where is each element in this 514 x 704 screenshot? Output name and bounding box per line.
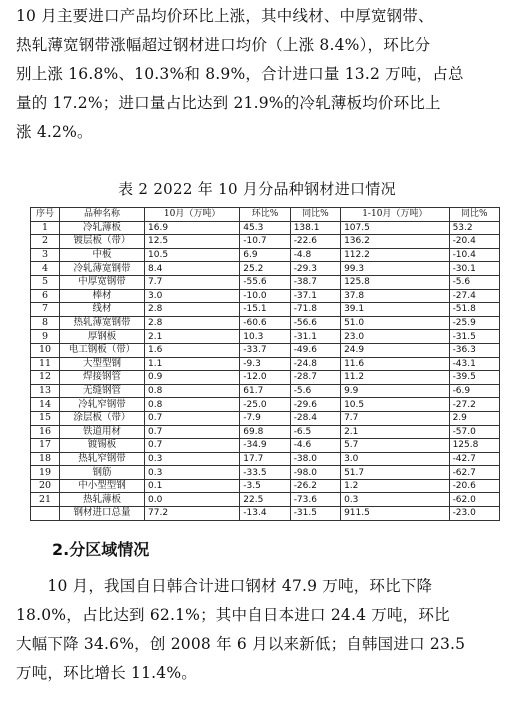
table-cell: -37.1 bbox=[290, 289, 340, 303]
table-cell: -10.7 bbox=[240, 235, 290, 249]
paragraph-regional-analysis bbox=[0, 572, 514, 688]
table-cell: 16 bbox=[31, 425, 60, 439]
table-cell: -29.3 bbox=[290, 262, 340, 276]
table-row bbox=[31, 275, 500, 289]
table-cell: 125.8 bbox=[341, 275, 449, 289]
table-row bbox=[31, 479, 500, 493]
table-cell: 136.2 bbox=[341, 235, 449, 249]
paragraph-line: 18.0%，占比达到 62.1%；其中自日本进口 24.4 万吨，环比 bbox=[16, 606, 450, 624]
table-cell: -57.0 bbox=[449, 425, 499, 439]
table-cell: -25.0 bbox=[240, 398, 290, 412]
table-cell: 20 bbox=[31, 479, 60, 493]
paragraph-line: 量的 17.2%；进口量占比达到 21.9%的冷轧薄板均价环比上 bbox=[16, 94, 441, 112]
table-cell: 钢材进口总量 bbox=[60, 507, 145, 521]
table-cell: 77.2 bbox=[145, 507, 240, 521]
table-row bbox=[31, 235, 500, 249]
table-cell: 0.3 bbox=[341, 493, 449, 507]
table-cell: 14 bbox=[31, 398, 60, 412]
table-cell: 涂层板（带） bbox=[60, 411, 145, 425]
table-cell: 7.7 bbox=[341, 411, 449, 425]
table-cell: 13 bbox=[31, 384, 60, 398]
table-cell: 18 bbox=[31, 452, 60, 466]
table-cell: 2 bbox=[31, 235, 60, 249]
table-cell: 10.3 bbox=[240, 330, 290, 344]
table-cell: 厚钢板 bbox=[60, 330, 145, 344]
table-row bbox=[31, 289, 500, 303]
table-cell: -36.3 bbox=[449, 343, 499, 357]
table-cell: 1.1 bbox=[145, 357, 240, 371]
table-cell: -3.5 bbox=[240, 479, 290, 493]
table-row bbox=[31, 248, 500, 262]
table-cell: 1.2 bbox=[341, 479, 449, 493]
table-row bbox=[31, 384, 500, 398]
table-cell: 51.7 bbox=[341, 466, 449, 480]
table-cell: -27.2 bbox=[449, 398, 499, 412]
column-header: 1-10月（万吨） bbox=[341, 208, 449, 222]
table-cell: -55.6 bbox=[240, 275, 290, 289]
table-cell: 2.8 bbox=[145, 316, 240, 330]
table-cell: 0.1 bbox=[145, 479, 240, 493]
table-cell: 99.3 bbox=[341, 262, 449, 276]
table-cell: -20.6 bbox=[449, 479, 499, 493]
table-row bbox=[31, 411, 500, 425]
table-cell: 138.1 bbox=[290, 221, 340, 235]
table-cell: 8.4 bbox=[145, 262, 240, 276]
table-cell: 11.6 bbox=[341, 357, 449, 371]
section-heading: 2.分区域情况 bbox=[52, 540, 150, 559]
table-row bbox=[31, 330, 500, 344]
table-cell: 中板 bbox=[60, 248, 145, 262]
table-cell: 12.5 bbox=[145, 235, 240, 249]
table-cell: 16.9 bbox=[145, 221, 240, 235]
table-cell: 1 bbox=[31, 221, 60, 235]
table-cell: -25.9 bbox=[449, 316, 499, 330]
table-cell: 69.8 bbox=[240, 425, 290, 439]
table-cell: 10.5 bbox=[145, 248, 240, 262]
table-cell: -20.4 bbox=[449, 235, 499, 249]
table-row bbox=[31, 316, 500, 330]
table-row bbox=[31, 343, 500, 357]
table-cell: 4 bbox=[31, 262, 60, 276]
table-cell: -27.4 bbox=[449, 289, 499, 303]
column-header: 品种名称 bbox=[60, 208, 145, 222]
table-cell: 45.3 bbox=[240, 221, 290, 235]
column-header: 环比% bbox=[240, 208, 290, 222]
table-cell: -34.9 bbox=[240, 439, 290, 453]
table-row bbox=[31, 262, 500, 276]
paragraph-line: 10 月，我国自日韩合计进口钢材 47.9 万吨，环比下降 bbox=[16, 577, 433, 595]
table-cell: 镀锡板 bbox=[60, 439, 145, 453]
table-cell: -28.4 bbox=[290, 411, 340, 425]
table-cell: 钢筋 bbox=[60, 466, 145, 480]
table-cell: -28.7 bbox=[290, 371, 340, 385]
table-cell: 电工钢板（带） bbox=[60, 343, 145, 357]
table-cell: 10.5 bbox=[341, 398, 449, 412]
paragraph-line: 热轧薄宽钢带涨幅超过钢材进口均价（上涨 8.4%），环比分 bbox=[16, 36, 431, 54]
table-cell: -60.6 bbox=[240, 316, 290, 330]
table-cell: -73.6 bbox=[290, 493, 340, 507]
table-cell: 7 bbox=[31, 303, 60, 317]
table-cell: 3 bbox=[31, 248, 60, 262]
table-cell: 热轧窄钢带 bbox=[60, 452, 145, 466]
table-cell: -33.7 bbox=[240, 343, 290, 357]
table-cell: -6.9 bbox=[449, 384, 499, 398]
table-header-row bbox=[31, 208, 500, 222]
table-cell: 911.5 bbox=[341, 507, 449, 521]
table-cell: -31.5 bbox=[290, 507, 340, 521]
table-cell: 9 bbox=[31, 330, 60, 344]
table-cell: 5 bbox=[31, 275, 60, 289]
table-cell: 热轧薄宽钢带 bbox=[60, 316, 145, 330]
table-cell: 大型型钢 bbox=[60, 357, 145, 371]
table-cell: 铁道用材 bbox=[60, 425, 145, 439]
table-cell: -62.0 bbox=[449, 493, 499, 507]
table-cell: 线材 bbox=[60, 303, 145, 317]
table-cell: -38.7 bbox=[290, 275, 340, 289]
column-header: 同比% bbox=[290, 208, 340, 222]
table-cell: -15.1 bbox=[240, 303, 290, 317]
table-cell: 12 bbox=[31, 371, 60, 385]
table-row bbox=[31, 439, 500, 453]
table-cell: 0.7 bbox=[145, 411, 240, 425]
table-cell: -4.8 bbox=[290, 248, 340, 262]
table-cell: 1.6 bbox=[145, 343, 240, 357]
table-cell: 焊接钢管 bbox=[60, 371, 145, 385]
table-cell: -30.1 bbox=[449, 262, 499, 276]
table-cell: -5.6 bbox=[290, 384, 340, 398]
column-header: 序号 bbox=[31, 208, 60, 222]
table-cell: 23.0 bbox=[341, 330, 449, 344]
table-cell: 2.8 bbox=[145, 303, 240, 317]
table-cell: -38.0 bbox=[290, 452, 340, 466]
table-cell: -62.7 bbox=[449, 466, 499, 480]
table-cell: 15 bbox=[31, 411, 60, 425]
table-cell: -22.6 bbox=[290, 235, 340, 249]
table-cell: 0.8 bbox=[145, 398, 240, 412]
table-cell: 热轧薄板 bbox=[60, 493, 145, 507]
steel-import-table bbox=[30, 207, 500, 521]
table-cell: 6.9 bbox=[240, 248, 290, 262]
table-cell: 25.2 bbox=[240, 262, 290, 276]
table-cell: -42.7 bbox=[449, 452, 499, 466]
table-cell: -10.4 bbox=[449, 248, 499, 262]
table-cell: 61.7 bbox=[240, 384, 290, 398]
table-cell: -56.6 bbox=[290, 316, 340, 330]
table-cell: -4.6 bbox=[290, 439, 340, 453]
table-row bbox=[31, 371, 500, 385]
table-row bbox=[31, 398, 500, 412]
table-cell: -9.3 bbox=[240, 357, 290, 371]
table-cell: 6 bbox=[31, 289, 60, 303]
table-cell: -31.5 bbox=[449, 330, 499, 344]
table-cell: 17 bbox=[31, 439, 60, 453]
table-row bbox=[31, 466, 500, 480]
paragraph-price-analysis bbox=[0, 2, 514, 147]
table-cell: 0.7 bbox=[145, 425, 240, 439]
table-row bbox=[31, 357, 500, 371]
table-cell: 51.0 bbox=[341, 316, 449, 330]
table-cell: -24.8 bbox=[290, 357, 340, 371]
table-cell: 5.7 bbox=[341, 439, 449, 453]
table-cell: 中小型型钢 bbox=[60, 479, 145, 493]
table-cell: 39.1 bbox=[341, 303, 449, 317]
table-cell: 0.0 bbox=[145, 493, 240, 507]
column-header: 同比% bbox=[449, 208, 499, 222]
table-cell: 镀层板（带） bbox=[60, 235, 145, 249]
table-cell: 10 bbox=[31, 343, 60, 357]
table-row bbox=[31, 493, 500, 507]
table-cell: 3.0 bbox=[341, 452, 449, 466]
table-row bbox=[31, 303, 500, 317]
table-cell: 22.5 bbox=[240, 493, 290, 507]
paragraph-line: 万吨，环比增长 11.4%。 bbox=[16, 664, 197, 682]
table-cell bbox=[31, 507, 60, 521]
table-cell: 8 bbox=[31, 316, 60, 330]
table-cell: -5.6 bbox=[449, 275, 499, 289]
table-cell: 0.8 bbox=[145, 384, 240, 398]
table-cell: -71.8 bbox=[290, 303, 340, 317]
paragraph-line: 10 月主要进口产品均价环比上涨，其中线材、中厚宽钢带、 bbox=[16, 7, 434, 25]
table-cell: 7.7 bbox=[145, 275, 240, 289]
table-cell: 冷轧薄宽钢带 bbox=[60, 262, 145, 276]
table-cell: 0.3 bbox=[145, 466, 240, 480]
table-cell: -33.5 bbox=[240, 466, 290, 480]
table-cell: -6.5 bbox=[290, 425, 340, 439]
table-cell: 37.8 bbox=[341, 289, 449, 303]
table-cell: -12.0 bbox=[240, 371, 290, 385]
table-cell: 无缝钢管 bbox=[60, 384, 145, 398]
table-cell: -7.9 bbox=[240, 411, 290, 425]
table-cell: -26.2 bbox=[290, 479, 340, 493]
table-cell: 0.9 bbox=[145, 371, 240, 385]
table-cell: 11.2 bbox=[341, 371, 449, 385]
table-cell: 2.9 bbox=[449, 411, 499, 425]
table-cell: 2.1 bbox=[145, 330, 240, 344]
table-cell: 0.3 bbox=[145, 452, 240, 466]
table-caption: 表 2 2022 年 10 月分品种钢材进口情况 bbox=[118, 180, 396, 198]
table-cell: 17.7 bbox=[240, 452, 290, 466]
table-cell: -31.1 bbox=[290, 330, 340, 344]
table-cell: 24.9 bbox=[341, 343, 449, 357]
table-row bbox=[31, 507, 500, 521]
table-cell: 125.8 bbox=[449, 439, 499, 453]
table-cell: -39.5 bbox=[449, 371, 499, 385]
table-cell: 冷轧薄板 bbox=[60, 221, 145, 235]
table-cell: -98.0 bbox=[290, 466, 340, 480]
table-row bbox=[31, 425, 500, 439]
paragraph-line: 别上涨 16.8%、10.3%和 8.9%，合计进口量 13.2 万吨，占总 bbox=[16, 65, 464, 83]
table-cell: -49.6 bbox=[290, 343, 340, 357]
column-header: 10月（万吨） bbox=[145, 208, 240, 222]
table-cell: -23.0 bbox=[449, 507, 499, 521]
table-cell: 2.1 bbox=[341, 425, 449, 439]
table-row bbox=[31, 452, 500, 466]
table-cell: 3.0 bbox=[145, 289, 240, 303]
table-cell: 107.5 bbox=[341, 221, 449, 235]
table-cell: 53.2 bbox=[449, 221, 499, 235]
table-cell: 9.9 bbox=[341, 384, 449, 398]
table-cell: -29.6 bbox=[290, 398, 340, 412]
table-cell: 21 bbox=[31, 493, 60, 507]
table-cell: -10.0 bbox=[240, 289, 290, 303]
table-cell: -13.4 bbox=[240, 507, 290, 521]
table-cell: 11 bbox=[31, 357, 60, 371]
table-cell: 112.2 bbox=[341, 248, 449, 262]
table-cell: 冷轧窄钢带 bbox=[60, 398, 145, 412]
paragraph-line: 大幅下降 34.6%，创 2008 年 6 月以来新低；自韩国进口 23.5 bbox=[16, 635, 466, 653]
table-cell: 中厚宽钢带 bbox=[60, 275, 145, 289]
table-cell: 0.7 bbox=[145, 439, 240, 453]
table-cell: 19 bbox=[31, 466, 60, 480]
table-cell: 棒材 bbox=[60, 289, 145, 303]
table-cell: -51.8 bbox=[449, 303, 499, 317]
table-row bbox=[31, 221, 500, 235]
paragraph-line: 涨 4.2%。 bbox=[16, 123, 93, 141]
table-cell: -43.1 bbox=[449, 357, 499, 371]
